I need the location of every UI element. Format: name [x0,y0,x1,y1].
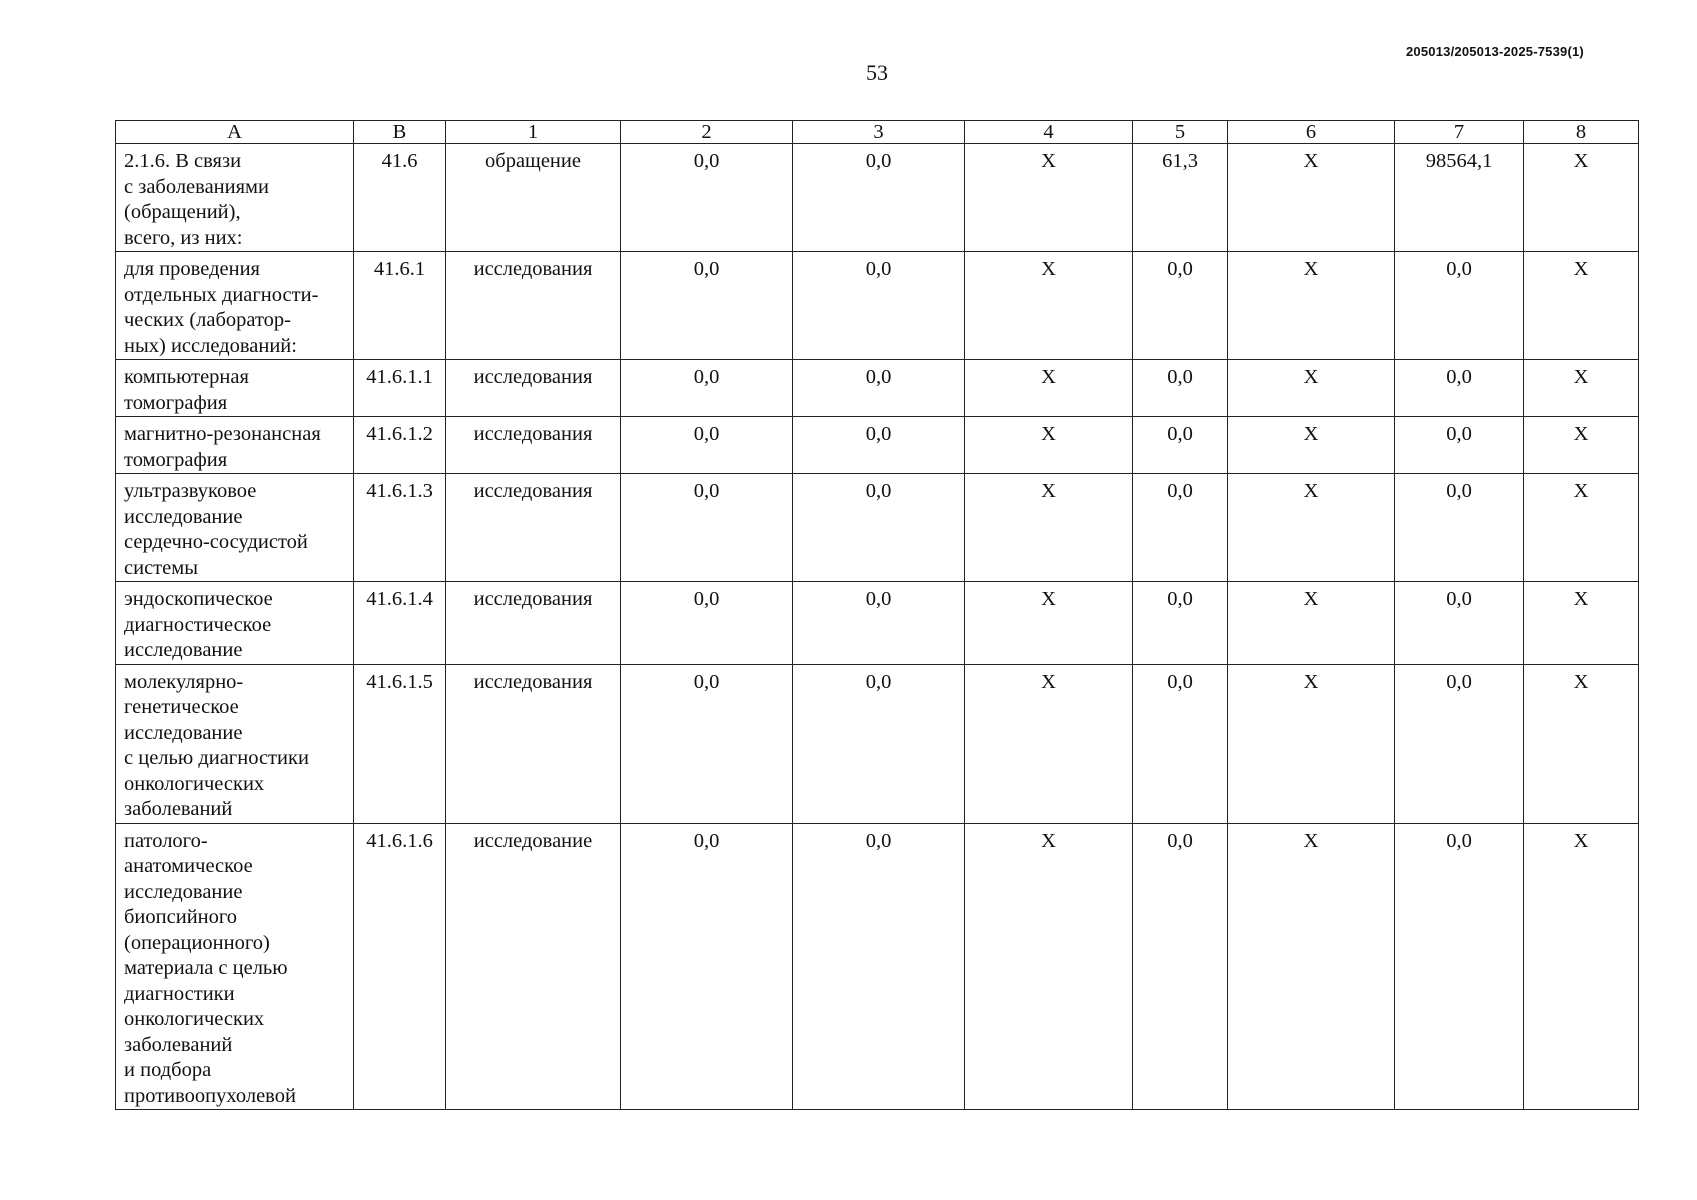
row-name-line: диагностики [124,982,235,1005]
row-unit-cell: исследования [446,474,621,582]
row-value-cell: 0,0 [621,474,793,582]
column-header: 4 [965,121,1133,144]
table-row [116,252,1639,360]
row-code-cell: 41.6.1.2 [354,417,446,474]
row-unit-cell: исследования [446,252,621,360]
row-value-cell: X [965,664,1133,823]
row-value-cell: 0,0 [793,664,965,823]
row-value-cell: X [1228,474,1395,582]
row-name-line: онкологических [124,772,265,795]
row-value-cell: 0,0 [1395,582,1524,665]
row-name-line: для проведения [124,258,260,280]
document-id: 205013/205013-2025-7539(1) [1406,44,1584,59]
row-value-cell: 0,0 [1133,252,1228,360]
row-value-cell: 0,0 [1133,474,1228,582]
row-value-cell: 0,0 [1395,417,1524,474]
row-name-cell [116,664,354,823]
row-name-cell [116,144,354,252]
row-value-cell: 0,0 [1395,252,1524,360]
column-header: 3 [793,121,965,144]
row-value-cell: 0,0 [621,664,793,823]
row-name-line: биопсийного [124,906,238,928]
data-table [115,120,1639,1110]
row-name-line: заболеваний [124,798,233,820]
row-name-line: исследование [124,880,243,903]
row-value-cell: X [1228,360,1395,417]
row-value-cell: 0,0 [793,474,965,582]
page-number: 53 [866,60,888,85]
column-header: B [354,121,446,144]
row-value-cell: 0,0 [793,360,965,417]
row-value-cell: X [965,360,1133,417]
row-unit-cell: исследование [446,823,621,1110]
table-row [116,144,1639,252]
row-value-cell: X [1524,474,1639,582]
column-header: 1 [446,121,621,144]
row-name-line: ческих (лаборатор- [124,309,291,331]
row-value-cell: X [1524,823,1639,1110]
row-value-cell: 0,0 [793,582,965,665]
row-name-line: исследование [124,505,243,528]
row-unit-cell: обращение [446,144,621,252]
row-value-cell: 0,0 [1133,360,1228,417]
row-value-cell: X [1228,664,1395,823]
column-header: 5 [1133,121,1228,144]
row-name-line: с заболеваниями [124,175,269,198]
row-name-line: эндоскопическое [124,588,273,610]
row-value-cell: 0,0 [1133,823,1228,1110]
row-name-line: и подбора [124,1059,212,1081]
row-name-cell [116,417,354,474]
row-name-line: (обращений), [124,201,241,223]
row-value-cell: 0,0 [621,144,793,252]
row-value-cell: 0,0 [793,417,965,474]
row-name-cell [116,360,354,417]
row-value-cell: 98564,1 [1395,144,1524,252]
row-value-cell: X [1524,417,1639,474]
row-name-line: исследование [124,639,243,661]
row-value-cell: X [1228,823,1395,1110]
row-name-line: магнитно-резонансная [124,423,321,445]
header-row [116,121,1639,144]
row-name-cell [116,582,354,665]
row-value-cell: X [1228,144,1395,252]
row-name-line: противоопухолевой [124,1084,296,1107]
row-value-cell: 0,0 [1395,664,1524,823]
row-name-line: томография [124,391,228,414]
row-value-cell: X [1524,144,1639,252]
row-code-cell: 41.6.1 [354,252,446,360]
row-name-line: генетическое [124,696,239,718]
row-value-cell: X [1524,582,1639,665]
row-value-cell: 0,0 [1395,474,1524,582]
column-header: A [116,121,354,144]
table-row [116,582,1639,665]
table-row [116,664,1639,823]
row-unit-cell: исследования [446,664,621,823]
row-value-cell: X [1228,582,1395,665]
row-unit-cell: исследования [446,417,621,474]
row-value-cell: X [1524,360,1639,417]
row-name-line: материала с целью [124,957,288,979]
row-value-cell: X [965,144,1133,252]
row-name-line: системы [124,556,198,579]
row-value-cell: 0,0 [793,252,965,360]
table-row [116,417,1639,474]
row-name-line: анатомическое [124,855,253,877]
table-body [116,144,1639,1110]
row-value-cell: 0,0 [793,823,965,1110]
table-row [116,474,1639,582]
row-code-cell: 41.6.1.3 [354,474,446,582]
column-header: 8 [1524,121,1639,144]
row-code-cell: 41.6.1.5 [354,664,446,823]
row-name-line: 2.1.6. В связи [124,150,242,172]
row-name-cell [116,823,354,1110]
row-name-cell [116,474,354,582]
row-value-cell: 0,0 [621,417,793,474]
row-value-cell: 0,0 [621,582,793,665]
row-value-cell: 0,0 [1395,823,1524,1110]
row-code-cell: 41.6.1.4 [354,582,446,665]
row-value-cell: X [1524,664,1639,823]
row-name-line: с целью диагностики [124,747,309,769]
row-value-cell: X [1228,252,1395,360]
table-row [116,360,1639,417]
column-header: 6 [1228,121,1395,144]
row-value-cell: 0,0 [1395,360,1524,417]
row-name-cell [116,252,354,360]
row-name-line: онкологических [124,1008,265,1030]
row-value-cell: X [1228,417,1395,474]
row-value-cell: 0,0 [621,360,793,417]
row-value-cell: 0,0 [621,823,793,1110]
row-value-cell: X [965,474,1133,582]
table-row [116,823,1639,1110]
row-name-line: томография [124,448,228,471]
row-name-line: компьютерная [124,366,249,388]
row-value-cell: X [1524,252,1639,360]
row-name-line: патолого- [124,829,208,852]
column-header: 7 [1395,121,1524,144]
row-unit-cell: исследования [446,582,621,665]
row-value-cell: X [965,417,1133,474]
row-name-line: ных) исследований: [124,334,297,357]
row-name-line: заболеваний [124,1033,233,1056]
row-value-cell: 0,0 [793,144,965,252]
row-value-cell: 0,0 [1133,664,1228,823]
row-value-cell: 61,3 [1133,144,1228,252]
row-name-line: ультразвуковое [124,480,257,502]
row-value-cell: 0,0 [1133,417,1228,474]
row-value-cell: 0,0 [621,252,793,360]
row-name-line: всего, из них: [124,226,243,249]
row-name-line: (операционного) [124,931,270,954]
row-value-cell: 0,0 [1133,582,1228,665]
column-header: 2 [621,121,793,144]
row-value-cell: X [965,823,1133,1110]
row-name-line: отдельных диагности- [124,283,319,306]
row-code-cell: 41.6.1.6 [354,823,446,1110]
row-value-cell: X [965,252,1133,360]
row-name-line: диагностическое [124,613,272,636]
row-unit-cell: исследования [446,360,621,417]
row-value-cell: X [965,582,1133,665]
row-name-line: сердечно-сосудистой [124,531,308,553]
row-name-line: исследование [124,721,243,744]
row-name-line: молекулярно- [124,670,244,693]
row-code-cell: 41.6 [354,144,446,252]
row-code-cell: 41.6.1.1 [354,360,446,417]
